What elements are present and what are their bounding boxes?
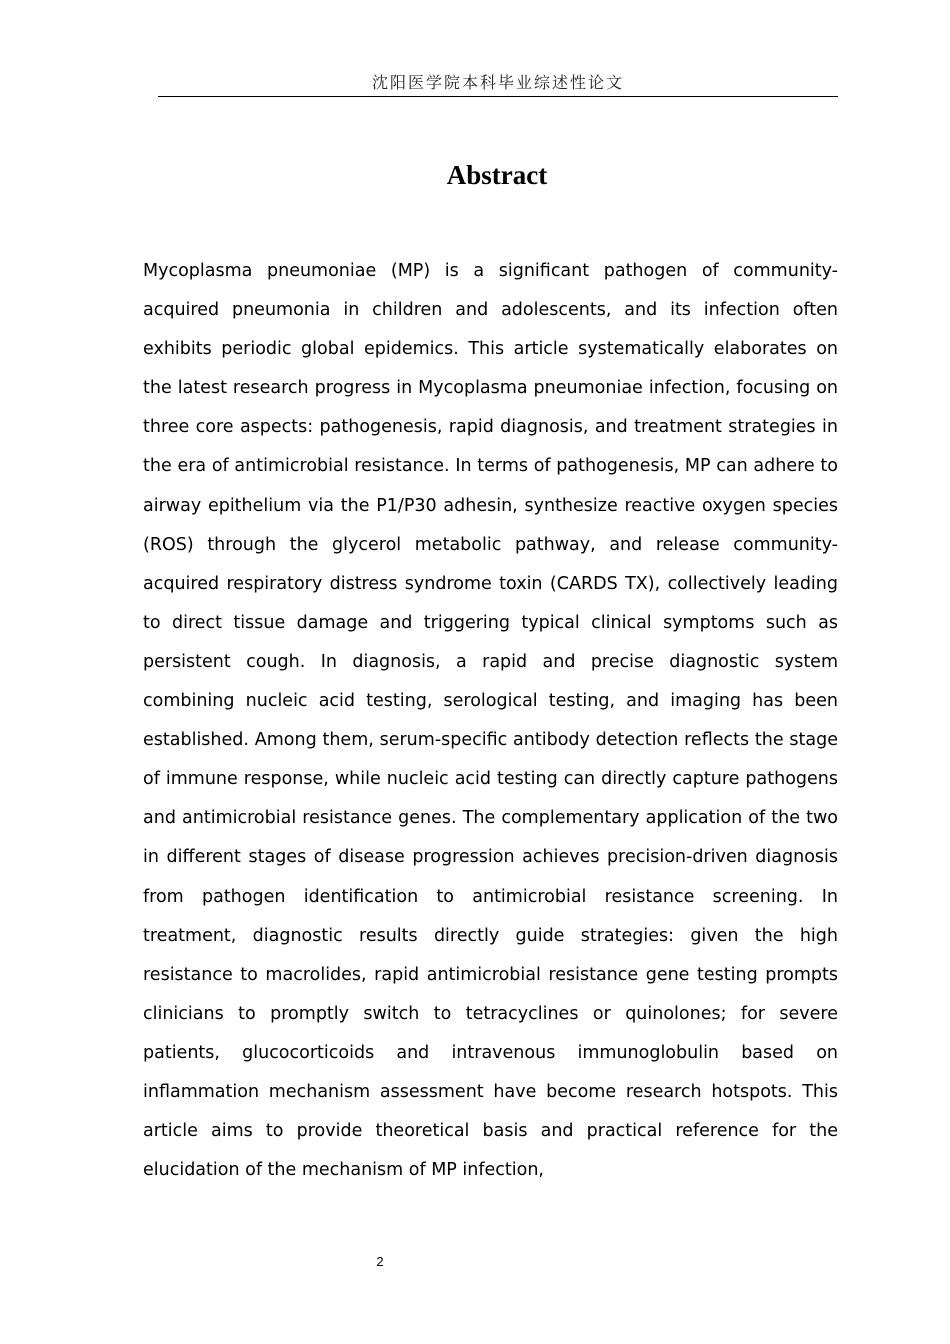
header-divider bbox=[158, 96, 838, 97]
abstract-heading: Abstract bbox=[446, 160, 548, 190]
page-number: 2 bbox=[376, 1254, 384, 1269]
running-header: 沈阳医学院本科毕业综述性论文 bbox=[371, 73, 624, 92]
abstract-paragraph: Mycoplasma pneumoniae (MP) is a significant pathogen of community-acquired pneumonia in children and adolescents, and its infection often exhibits periodic global epidemics. This article systematically elaborates on the latest research progress in Mycoplasma pneumoniae infection, focusing on three core aspects: pathogenesis, rapid diagnosis, and treatment strategies in the era of antimicrobial resistance. In terms of pathogenesis, MP can adhere to airway epithelium via the P1/P30 adhesin, synthesize reactive oxygen species (ROS) through the glycerol metabolic pathway, and release community-acquired respiratory distress syndrome toxin (CARDS TX), collectively leading to direct tissue damage and triggering typical clinical symptoms such as persistent cough. In diagnosis, a rapid and precise diagnostic system combining nucleic acid testing, serological testing, and imaging has been established. Among them, serum-specific antibody detection reflects the stage of immune response, while nucleic acid testing can directly capture pathogens and antimicrobial resistance genes. The complementary application of the two in different stages of disease progression achieves precision-driven diagnosis from pathogen identification to antimicrobial resistance screening. In treatment, diagnostic results directly guide strategies: given the high resistance to macrolides, rapid antimicrobial resistance gene testing prompts clinicians to promptly switch to tetracyclines or quinolones; for severe patients, glucocorticoids and intravenous immunoglobulin based on inflammation mechanism assessment have become research hotspots. This article aims to provide theoretical basis and practical reference for the elucidation of the mechanism of MP infection, bbox=[143, 261, 838, 1181]
